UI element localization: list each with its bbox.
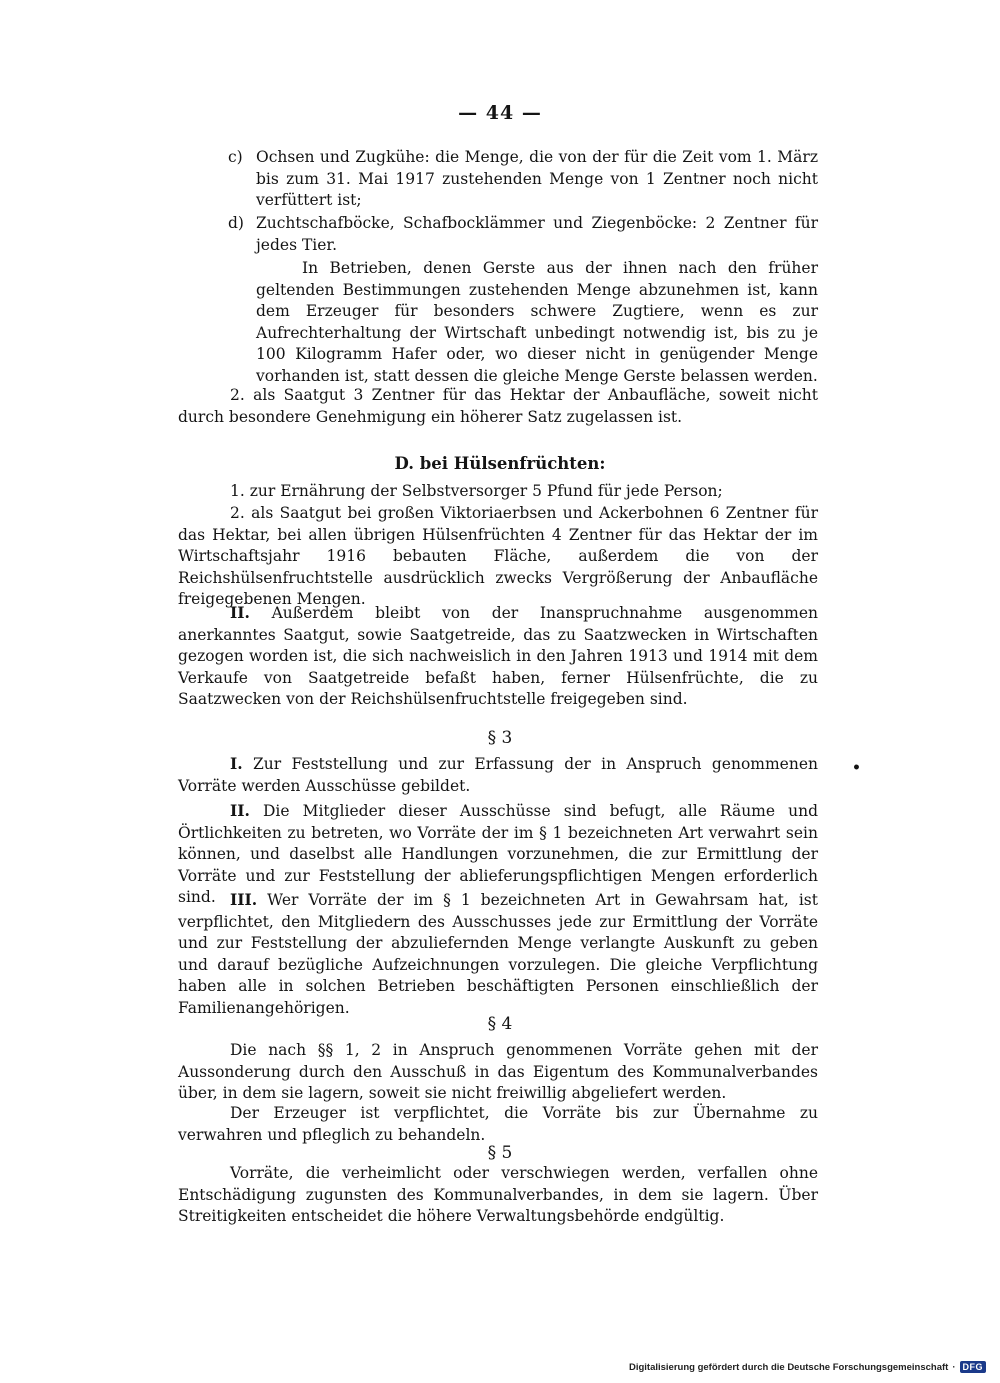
section-3-para-i bbox=[178, 753, 818, 797]
list-marker: d) bbox=[228, 214, 244, 232]
stray-mark: • bbox=[852, 760, 861, 776]
roman-numeral: II. bbox=[230, 603, 250, 622]
section-4-para-1: Die nach §§ 1, 2 in Anspruch genommenen Vorräte gehen mit der Aussonderung durch den Ausschuß in das Eigentum des Kommunalverbandes über, in dem sie lagern, soweit sie nicht freiwillig abgeliefert werden. bbox=[178, 1041, 818, 1102]
paragraph-d-1: 1. zur Ernährung der Selbstversorger 5 Pfund für jede Person; bbox=[230, 482, 723, 500]
heading-d-huelsenfruechte: D. bei Hülsenfrüchten: bbox=[394, 454, 606, 473]
list-item-text: Ochsen und Zugkühe: die Menge, die von der für die Zeit vom 1. März bis zum 31. Mai 1917 zustehenden Menge von 1 Zentner noch nicht verfüttert ist; bbox=[256, 148, 818, 209]
paragraph-saatgut: 2. als Saatgut 3 Zentner für das Hektar der Anbaufläche, soweit nicht durch besondere Genehmigung ein höherer Satz zugelassen ist. bbox=[178, 386, 818, 426]
credit-separator: · bbox=[952, 1361, 956, 1373]
page-number: — 44 — bbox=[458, 102, 542, 124]
section-5-para-1: Vorräte, die verheimlicht oder verschwiegen werden, verfallen ohne Entschädigung zugunsten des Kommunalverbandes, in dem sie lagern. Über Streitigkeiten entscheidet die höhere Verwaltungsbehörde endgültig. bbox=[178, 1164, 818, 1225]
roman-numeral: I. bbox=[230, 754, 243, 773]
section-5-heading: § 5 bbox=[487, 1143, 513, 1163]
paragraph-barley-note: In Betrieben, denen Gerste aus der ihnen nach den früher geltenden Bestimmungen zustehenden Menge abzunehmen ist, kann dem Erzeuger für besonders schwere Zugtiere, wenn es zur Aufrechterhaltung der Wirtschaft unbedingt notwendig ist, bis zu je 100 Kilogramm Hafer oder, wo dieser nicht in genügender Menge vorhanden ist, statt dessen die gleiche Menge Gerste belassen werden. bbox=[256, 259, 818, 385]
paragraph-text: Die Mitglieder dieser Ausschüsse sind befugt, alle Räume und Örtlichkeiten zu betreten, wo Vorräte der im § 1 bezeichneten Art verwahrt sein können, und daselbst alle Handlungen vorzunehmen, die zur Ermittlung der Vorräte und zur Feststellung der ablieferungspflichtigen Mengen erforderlich sind. bbox=[178, 802, 818, 906]
paragraph-ii-exemption bbox=[178, 602, 818, 711]
section-4-heading: § 4 bbox=[487, 1014, 513, 1034]
section-3-heading: § 3 bbox=[487, 728, 513, 748]
list-item-d bbox=[228, 213, 818, 256]
roman-numeral: II. bbox=[230, 801, 250, 820]
credit-text: Digitalisierung gefördert durch die Deutsche Forschungsgemeinschaft bbox=[628, 1361, 949, 1373]
section-4-para-2: Der Erzeuger ist verpflichtet, die Vorräte bis zur Übernahme zu verwahren und pfleglich zu behandeln. bbox=[178, 1104, 818, 1144]
section-3-para-iii bbox=[178, 889, 818, 1019]
list-marker: c) bbox=[228, 148, 243, 166]
roman-numeral: III. bbox=[230, 890, 258, 909]
list-item-text: Zuchtschafböcke, Schafbocklämmer und Ziegenböcke: 2 Zentner für jedes Tier. bbox=[256, 214, 818, 254]
paragraph-text: Zur Feststellung und zur Erfassung der in Anspruch genommenen Vorräte werden Ausschüsse gebildet. bbox=[178, 755, 818, 795]
list-item-c bbox=[228, 147, 818, 212]
paragraph-text: Wer Vorräte der im § 1 bezeichneten Art in Gewahrsam hat, ist verpflichtet, den Mitgliedern des Ausschusses jede zur Ermittlung der Vorräte und zur Feststellung der abzuliefernden Menge verlangte Auskunft zu geben und darauf bezügliche Aufzeichnungen vorzulegen. Die gleiche Verpflichtung haben alle in solchen Betrieben beschäftigten Personen einschließlich der Familienangehörigen. bbox=[178, 891, 818, 1017]
dfg-logo: DFG bbox=[960, 1361, 987, 1373]
paragraph-text: Außerdem bleibt von der Inanspruchnahme ausgenommen anerkanntes Saatgut, sowie Saatgetreide, das zu Saatzwecken in Wirtschaften gezogen worden ist, die sich nachweislich in den Jahren 1913 und 1914 mit dem Verkaufe von Saatgetreide befaßt haben, ferner Hülsenfrüchte, die zu Saatzwecken von der Reichshülsenfruchtstelle freigegeben sind. bbox=[178, 604, 818, 708]
paragraph-d-2: 2. als Saatgut bei großen Viktoriaerbsen und Ackerbohnen 6 Zentner für das Hektar, bei allen übrigen Hülsenfrüchten 4 Zentner für das Hektar der im Wirtschaftsjahr 1916 bebauten Fläche, außerdem die von der Reichshülsenfruchtstelle ausdrücklich zwecks Vergrößerung der Anbaufläche freigegebenen Mengen. bbox=[178, 504, 818, 608]
digitization-credit bbox=[629, 1361, 986, 1373]
